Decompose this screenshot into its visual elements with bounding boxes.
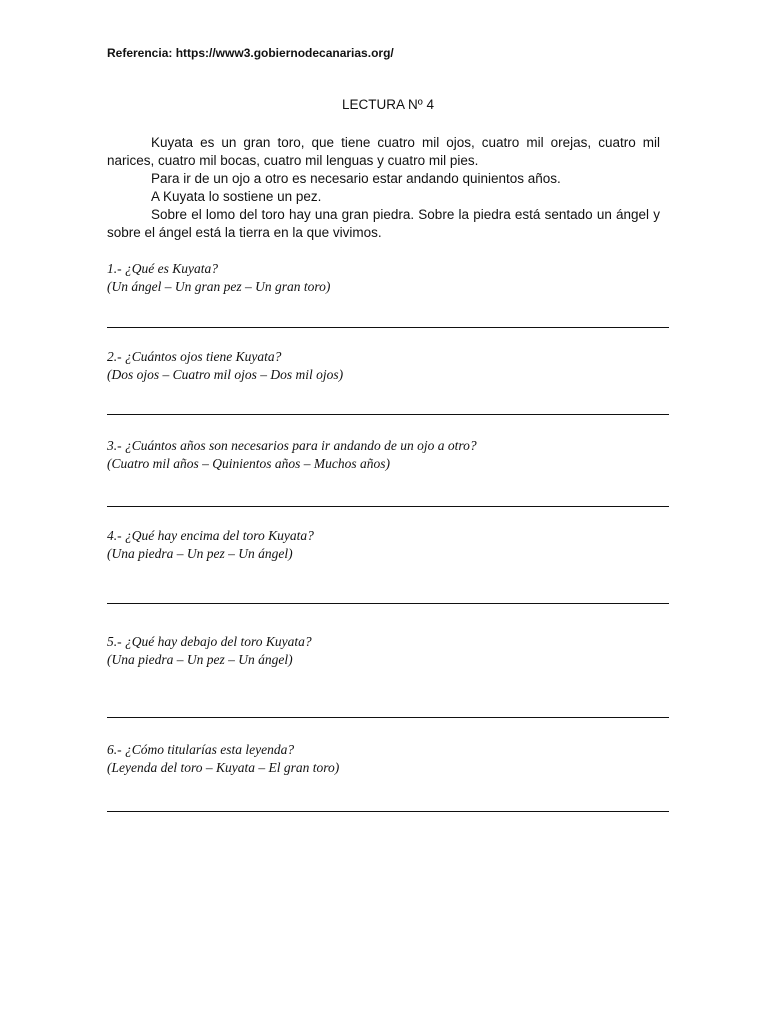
reference-header: Referencia: https://www3.gobiernodecanarias.org/ — [107, 46, 394, 60]
question-options: (Leyenda del toro – Kuyata – El gran toro) — [107, 760, 340, 775]
question-options: (Cuatro mil años – Quinientos años – Muchos años) — [107, 456, 390, 471]
answer-line-2[interactable] — [107, 414, 669, 415]
question-options: (Un ángel – Un gran pez – Un gran toro) — [107, 279, 331, 294]
question-text: 6.- ¿Cómo titularías esta leyenda? — [107, 742, 295, 757]
question-2 — [107, 348, 669, 384]
question-text: 2.- ¿Cuántos ojos tiene Kuyata? — [107, 349, 282, 364]
answer-line-3[interactable] — [107, 506, 669, 507]
question-1 — [107, 260, 669, 296]
question-4 — [107, 527, 669, 563]
answer-line-5[interactable] — [107, 717, 669, 718]
question-text: 5.- ¿Qué hay debajo del toro Kuyata? — [107, 634, 312, 649]
reading-text — [107, 134, 660, 242]
question-5 — [107, 633, 669, 669]
reading-paragraph: Kuyata es un gran toro, que tiene cuatro mil ojos, cuatro mil orejas, cuatro mil narices, cuatro mil bocas, cuatro mil lenguas y cuatro mil pies. — [107, 135, 660, 168]
answer-line-1[interactable] — [107, 327, 669, 328]
question-text: 4.- ¿Qué hay encima del toro Kuyata? — [107, 528, 314, 543]
question-3 — [107, 437, 669, 473]
page-title: LECTURA Nº 4 — [342, 97, 434, 112]
question-text: 1.- ¿Qué es Kuyata? — [107, 261, 218, 276]
question-options: (Una piedra – Un pez – Un ángel) — [107, 546, 293, 561]
question-text: 3.- ¿Cuántos años son necesarios para ir andando de un ojo a otro? — [107, 438, 477, 453]
answer-line-4[interactable] — [107, 603, 669, 604]
question-6 — [107, 741, 669, 777]
reading-paragraph: Sobre el lomo del toro hay una gran piedra. Sobre la piedra está sentado un ángel y sobre el ángel está la tierra en la que vivimos. — [107, 207, 660, 240]
reading-paragraph: A Kuyata lo sostiene un pez. — [151, 189, 322, 204]
reading-paragraph: Para ir de un ojo a otro es necesario estar andando quinientos años. — [151, 171, 561, 186]
answer-line-6[interactable] — [107, 811, 669, 812]
question-options: (Una piedra – Un pez – Un ángel) — [107, 652, 293, 667]
question-options: (Dos ojos – Cuatro mil ojos – Dos mil ojos) — [107, 367, 344, 382]
